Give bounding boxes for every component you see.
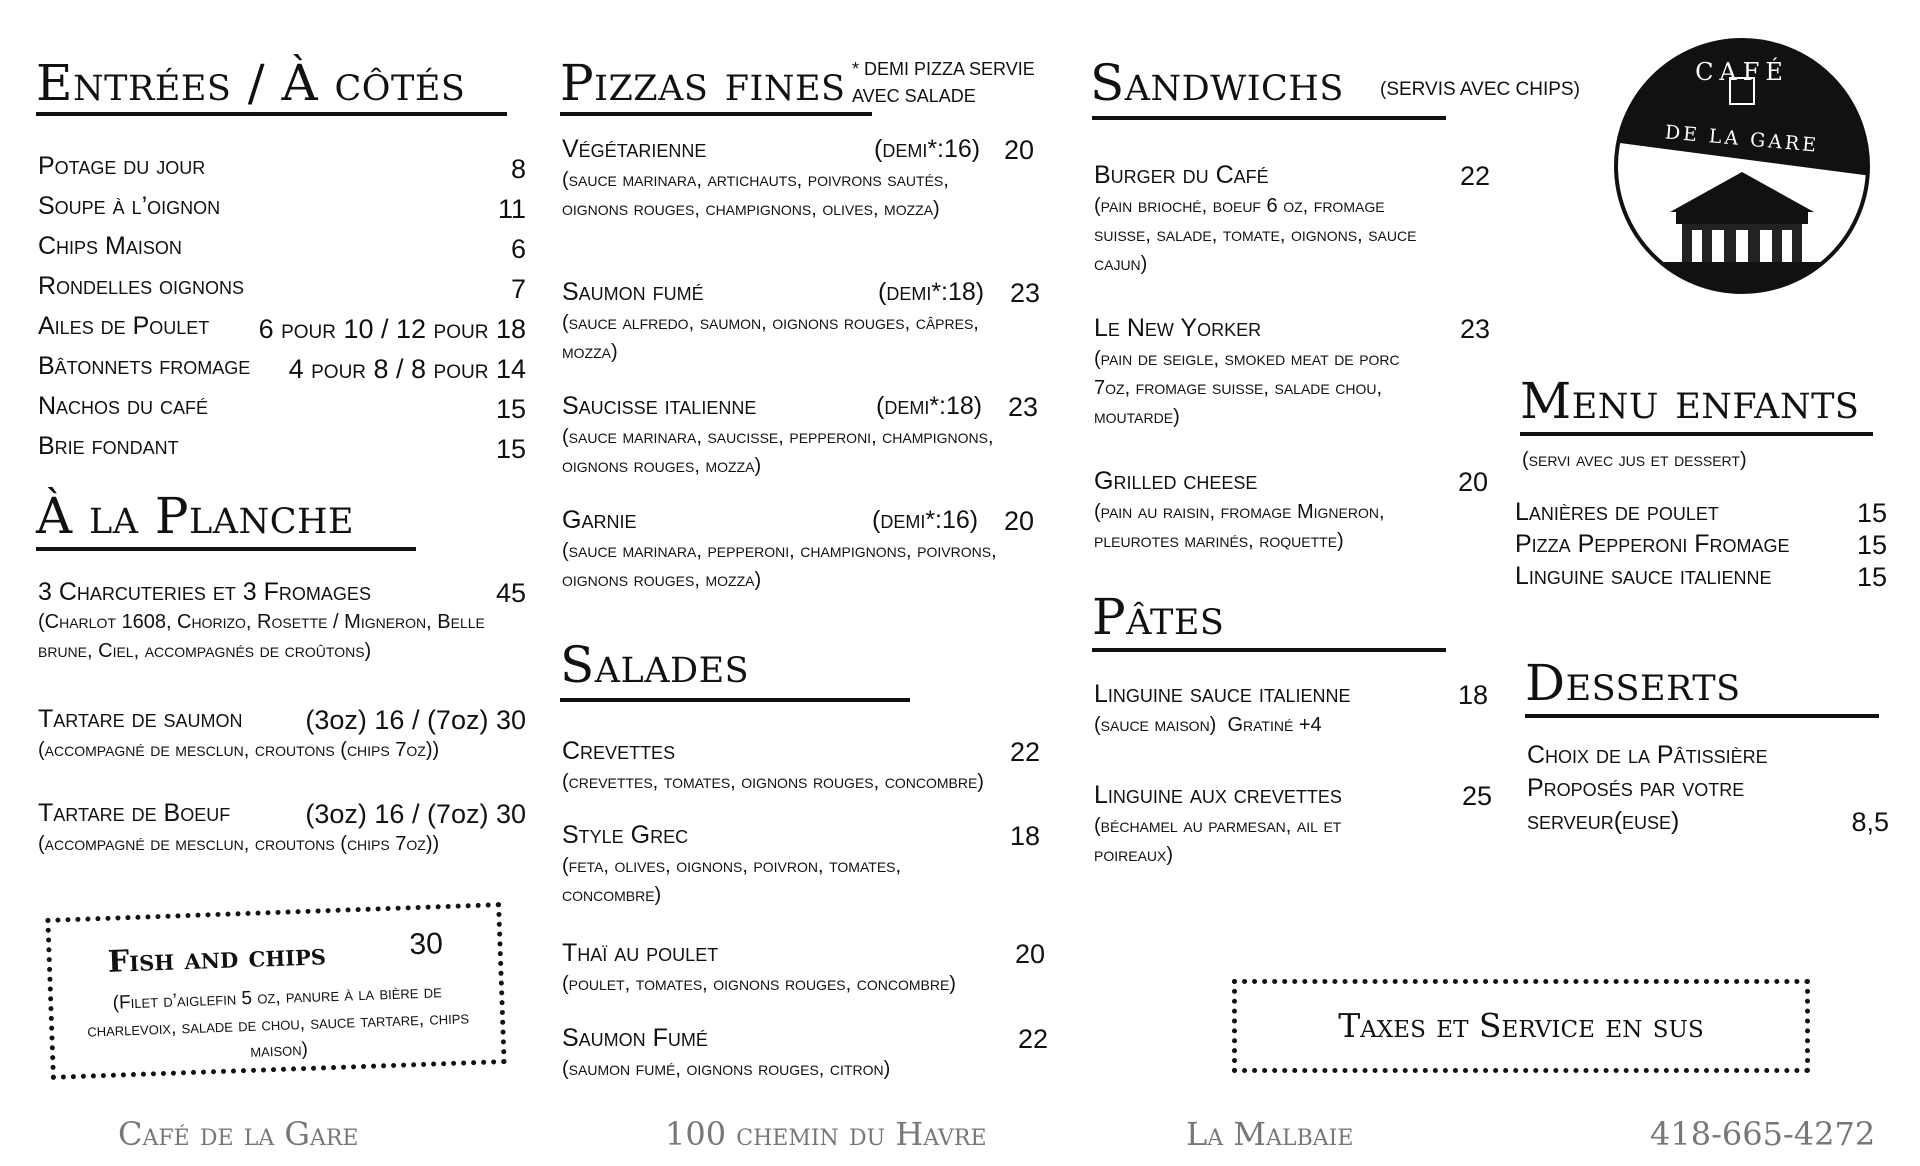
entree-price: 6 xyxy=(510,234,526,264)
pizza-desc: (sauce alfredo, saumon, oignons rouges, câpres, mozza) xyxy=(562,312,979,363)
planche-rule xyxy=(36,547,416,551)
planche-name: 3 Charcuteries et 3 Fromages xyxy=(38,578,371,606)
salade-price: 22 xyxy=(1017,1024,1048,1054)
pizza-name: Garnie xyxy=(562,506,637,534)
footer-phone: 418-665-4272 xyxy=(1650,1115,1876,1153)
sandwich-desc: (pain de seigle, smoked meat de porc 7oz, fromage suisse, salade chou, moutarde) xyxy=(1094,348,1400,428)
pizzas-rule xyxy=(560,112,872,116)
enfants-title: Menu enfants xyxy=(1520,372,1860,430)
planche-title: À la Planche xyxy=(36,487,355,545)
planche-desc: (accompagné de mesclun, croutons (chips 7oz)) xyxy=(38,833,440,855)
enfant-name: Lanières de poulet xyxy=(1515,498,1719,526)
pates-title: Pâtes xyxy=(1092,588,1225,646)
sandwich-name: Le New Yorker xyxy=(1094,314,1262,342)
salade-price: 20 xyxy=(1014,939,1045,969)
logo-top-text: CAFÉ xyxy=(1695,58,1789,86)
pizza-price: 23 xyxy=(1007,392,1038,422)
pates-name: Linguine aux crevettes xyxy=(1094,781,1342,809)
salade-name: Saumon Fumé xyxy=(562,1024,708,1052)
sandwich-price: 20 xyxy=(1457,467,1488,497)
entree-name: Brie fondant xyxy=(38,432,179,460)
pizza-demi: (demi*:16) xyxy=(872,506,979,534)
salades-title: Salades xyxy=(560,636,750,694)
entree-name: Soupe à l’oignon xyxy=(38,192,221,220)
planche-name: Tartare de Boeuf xyxy=(38,799,231,827)
entree-price: 15 xyxy=(495,394,526,424)
planche-price: (3oz) 16 / (7oz) 30 xyxy=(305,799,526,829)
entree-name: Chips Maison xyxy=(38,232,182,260)
pizzas-title: Pizzas fines xyxy=(560,54,846,112)
sandwich-price: 22 xyxy=(1459,161,1490,191)
entree-name: Rondelles oignons xyxy=(38,272,245,300)
sandwichs-note: (SERVIS AVEC CHIPS) xyxy=(1380,79,1580,100)
planche-price: (3oz) 16 / (7oz) 30 xyxy=(305,705,526,735)
dessert-line: Choix de la Pâtissière xyxy=(1527,741,1768,769)
sandwich-desc: (pain brioché, boeuf 6 oz, fromage suisse, salade, tomate, oignons, sauce cajun) xyxy=(1094,195,1417,275)
pizza-name: Végétarienne xyxy=(562,135,707,163)
pizza-desc: (sauce marinara, saucisse, pepperoni, champignons, oignons rouges, mozza) xyxy=(562,426,994,477)
taxes-box xyxy=(1232,979,1810,1073)
pizza-demi: (demi*:16) xyxy=(874,135,981,163)
fish-and-chips-name: Fish and chips xyxy=(107,937,327,980)
desserts-title: Desserts xyxy=(1525,654,1741,712)
salades-rule xyxy=(560,698,910,702)
salade-name: Style Grec xyxy=(562,821,689,849)
enfant-price: 15 xyxy=(1856,562,1887,592)
enfant-price: 15 xyxy=(1856,530,1887,560)
entree-price: 4 pour 8 / 8 pour 14 xyxy=(288,354,526,384)
pizza-demi: (demi*:18) xyxy=(878,278,985,306)
pizza-name: Saumon fumé xyxy=(562,278,704,306)
salade-desc: (crevettes, tomates, oignons rouges, concombre) xyxy=(562,771,984,793)
entree-price: 7 xyxy=(510,274,526,304)
entree-price: 15 xyxy=(495,434,526,464)
enfants-note: (servi avec jus et dessert) xyxy=(1522,449,1747,471)
dessert-line: serveur(euse) xyxy=(1527,807,1680,835)
salade-price: 18 xyxy=(1009,821,1040,851)
sandwich-name: Grilled cheese xyxy=(1094,467,1258,495)
taxes-text: Taxes et Service en sus xyxy=(1338,1006,1704,1045)
entree-price: 11 xyxy=(497,194,526,224)
cafe-logo xyxy=(1612,36,1872,296)
entrees-title: Entrées / À côtés xyxy=(36,54,466,112)
planche-price: 45 xyxy=(495,578,526,608)
footer-city: La Malbaie xyxy=(1186,1115,1354,1153)
entree-name: Nachos du café xyxy=(38,392,208,420)
salade-desc: (poulet, tomates, oignons rouges, concombre) xyxy=(562,973,956,995)
footer-address: 100 chemin du Havre xyxy=(665,1115,987,1153)
pates-desc: (béchamel au parmesan, ail et poireaux) xyxy=(1094,815,1342,866)
pates-rule xyxy=(1092,648,1446,652)
salade-name: Thaï au poulet xyxy=(562,939,719,967)
entree-name: Potage du jour xyxy=(38,152,206,180)
entrees-rule xyxy=(36,112,507,116)
pizza-demi: (demi*:18) xyxy=(876,392,983,420)
pizza-name: Saucisse italienne xyxy=(562,392,757,420)
fish-and-chips-price: 30 xyxy=(408,927,444,962)
fish-and-chips-box xyxy=(45,902,506,1080)
pizza-desc: (sauce marinara, artichauts, poivrons sautés, oignons rouges, champignons, olives, mozza) xyxy=(562,169,949,220)
fish-and-chips-desc: (Filet d’aiglefin 5 oz, panure à la bière de charlevoix, salade de chou, sauce tartare, chips maison) xyxy=(86,981,470,1063)
entree-name: Ailes de Poulet xyxy=(38,312,210,340)
pizza-price: 20 xyxy=(1003,506,1034,536)
enfant-price: 15 xyxy=(1856,498,1887,528)
pates-name: Linguine sauce italienne xyxy=(1094,680,1351,708)
enfant-name: Pizza Pepperoni Fromage xyxy=(1515,530,1790,558)
enfants-rule xyxy=(1520,432,1873,436)
pizza-price: 23 xyxy=(1009,278,1040,308)
salade-price: 22 xyxy=(1009,737,1040,767)
salade-name: Crevettes xyxy=(562,737,676,765)
salade-desc: (saumon fumé, oignons rouges, citron) xyxy=(562,1058,891,1080)
sandwich-price: 23 xyxy=(1459,314,1490,344)
pizzas-note: * DEMI PIZZA SERVIE AVEC SALADE xyxy=(852,59,1035,106)
desserts-rule xyxy=(1525,714,1879,718)
footer-name: Café de la Gare xyxy=(118,1115,359,1153)
dessert-price: 8,5 xyxy=(1851,807,1889,837)
pates-price: 18 xyxy=(1457,680,1488,710)
pizza-desc: (sauce marinara, pepperoni, champignons, poivrons, oignons rouges, mozza) xyxy=(562,540,997,591)
sandwichs-rule xyxy=(1092,116,1446,120)
planche-name: Tartare de saumon xyxy=(38,705,243,733)
pates-desc: (sauce maison) Gratiné +4 xyxy=(1094,714,1322,736)
logo-bottom-text: DE LA GARE xyxy=(1664,121,1820,157)
salade-desc: (feta, olives, oignons, poivron, tomates, concombre) xyxy=(562,855,902,906)
entree-name: Bâtonnets fromage xyxy=(38,352,251,380)
sandwich-name: Burger du Café xyxy=(1094,161,1269,189)
enfant-name: Linguine sauce italienne xyxy=(1515,562,1772,590)
planche-desc: (Charlot 1608, Chorizo, Rosette / Migneron, Belle brune, Ciel, accompagnés de croûtons) xyxy=(38,611,485,662)
sandwich-desc: (pain au raisin, fromage Migneron, pleurotes marinés, roquette) xyxy=(1094,501,1385,552)
entree-price: 8 xyxy=(510,154,526,184)
dessert-line: Proposés par votre xyxy=(1527,774,1745,802)
sandwichs-title: Sandwichs xyxy=(1090,54,1344,112)
planche-desc: (accompagné de mesclun, croutons (chips 7oz)) xyxy=(38,739,440,761)
pizza-price: 20 xyxy=(1003,135,1034,165)
entree-price: 6 pour 10 / 12 pour 18 xyxy=(258,314,526,344)
pates-price: 25 xyxy=(1461,781,1492,811)
